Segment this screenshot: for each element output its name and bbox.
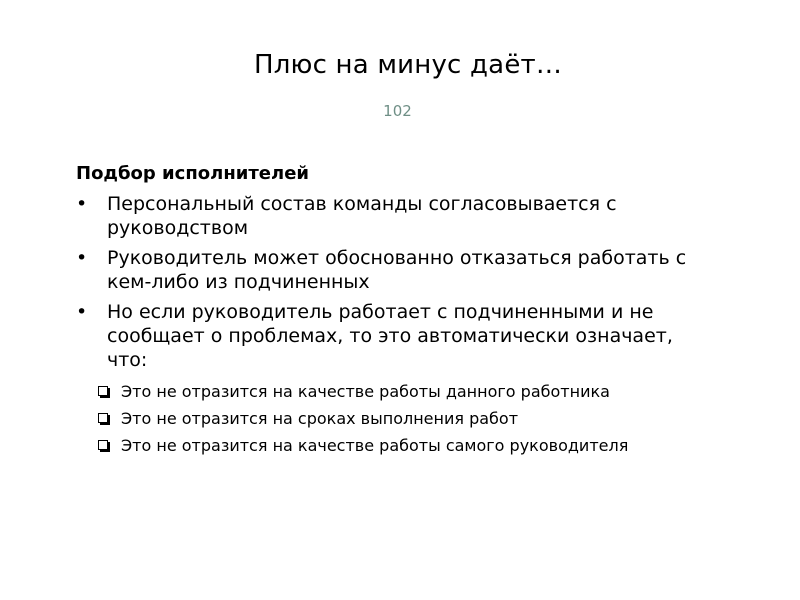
bullet-text: Персональный состав команды согласовывается с руководством	[107, 193, 617, 239]
checkbox-icon	[98, 386, 108, 396]
sub-bullet-list	[76, 378, 716, 459]
slide-content	[76, 162, 716, 459]
slide-title: Плюс на минус даёт…	[253, 50, 563, 80]
bullet-icon: •	[76, 301, 88, 323]
bullet-list	[76, 192, 716, 372]
bullet-text: Руководитель может обоснованно отказаться работать с кем-либо из подчиненных	[107, 247, 687, 293]
checkbox-icon	[98, 413, 108, 423]
bullet-icon: •	[76, 193, 88, 215]
bullet-item	[76, 192, 716, 240]
bullet-item	[76, 300, 716, 372]
sub-list-item	[87, 378, 716, 405]
sub-list-item	[87, 432, 716, 459]
sub-item-text: Это не отразится на качестве работы данного работника	[121, 382, 610, 401]
sub-item-text: Это не отразится на качестве работы самого руководителя	[121, 436, 629, 455]
bullet-icon: •	[76, 247, 88, 269]
sub-list-item	[87, 405, 716, 432]
page-number: 102	[383, 102, 412, 120]
sub-item-text: Это не отразится на сроках выполнения работ	[121, 409, 519, 428]
bullet-text: Но если руководитель работает с подчиненными и не сообщает о проблемах, то это автоматически означает, что:	[107, 301, 673, 371]
bullet-item	[76, 246, 716, 294]
section-heading: Подбор исполнителей	[76, 163, 310, 184]
checkbox-icon	[98, 440, 108, 450]
